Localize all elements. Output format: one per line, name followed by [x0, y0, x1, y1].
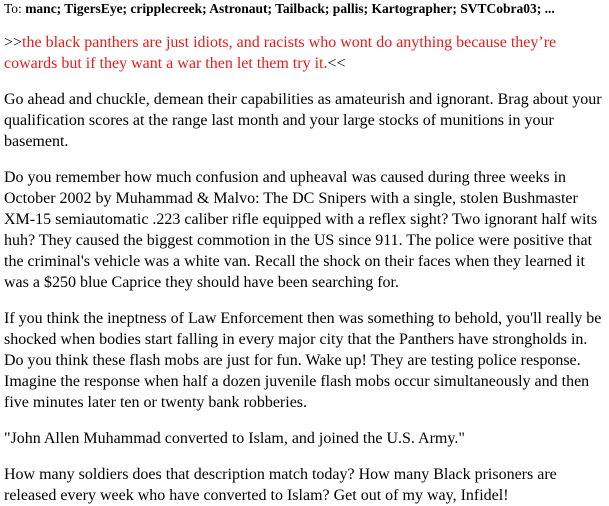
paragraph-2: Do you remember how much confusion and upheaval was caused during three weeks in October 2002 by Muhammad & Malvo: The DC Snipers with a single, stolen Bushmaster XM-15 semiautomatic .223 caliber rifle equipped with a reflex sight? Two ignorant half wits huh? They caused the biggest commotion in the US since 911. The police were positive that the criminal's vehicle was a white van. Recall the shock on their faces when they learned it was a $250 blue Caprice they should have been searching for. — [4, 169, 598, 291]
recipient-list[interactable]: manc; TigersEye; cripplecreek; Astronaut; Tailback; pallis; Kartographer; SVTCobra03; ... — [25, 1, 555, 16]
to-label: To: — [4, 1, 22, 16]
paragraph-5: How many soldiers does that description match today? How many Black prisoners are released every week who have converted to Islam? Get out of my way, Infidel! — [4, 466, 557, 504]
paragraph-1: Go ahead and chuckle, demean their capabilities as amateurish and ignorant. Brag about your qualification scores at the range last month and your large stocks of munitions in your basement. — [4, 91, 602, 150]
quote-open-marker: >> — [4, 34, 23, 51]
paragraph-3: If you think the ineptness of Law Enforcement then was something to behold, you'll really be shocked when bodies start falling in every major city that the Panthers have strongholds in. Do you think these flash mobs are just for fun. Wake up! They are testing police response. Imagine the response when half a dozen juvenile flash mobs occur simultaneously and then five minutes later ten or twenty bank robberies. — [4, 310, 602, 411]
recipients-line — [4, 0, 605, 18]
paragraph-4: "John Allen Muhammad converted to Islam, and joined the U.S. Army." — [4, 430, 465, 447]
quoted-text — [4, 32, 605, 74]
quote-content: the black panthers are just idiots, and racists who wont do anything because they’re cowards but if they want a war then let them try it. — [4, 34, 557, 72]
quote-close-marker: << — [327, 55, 346, 72]
